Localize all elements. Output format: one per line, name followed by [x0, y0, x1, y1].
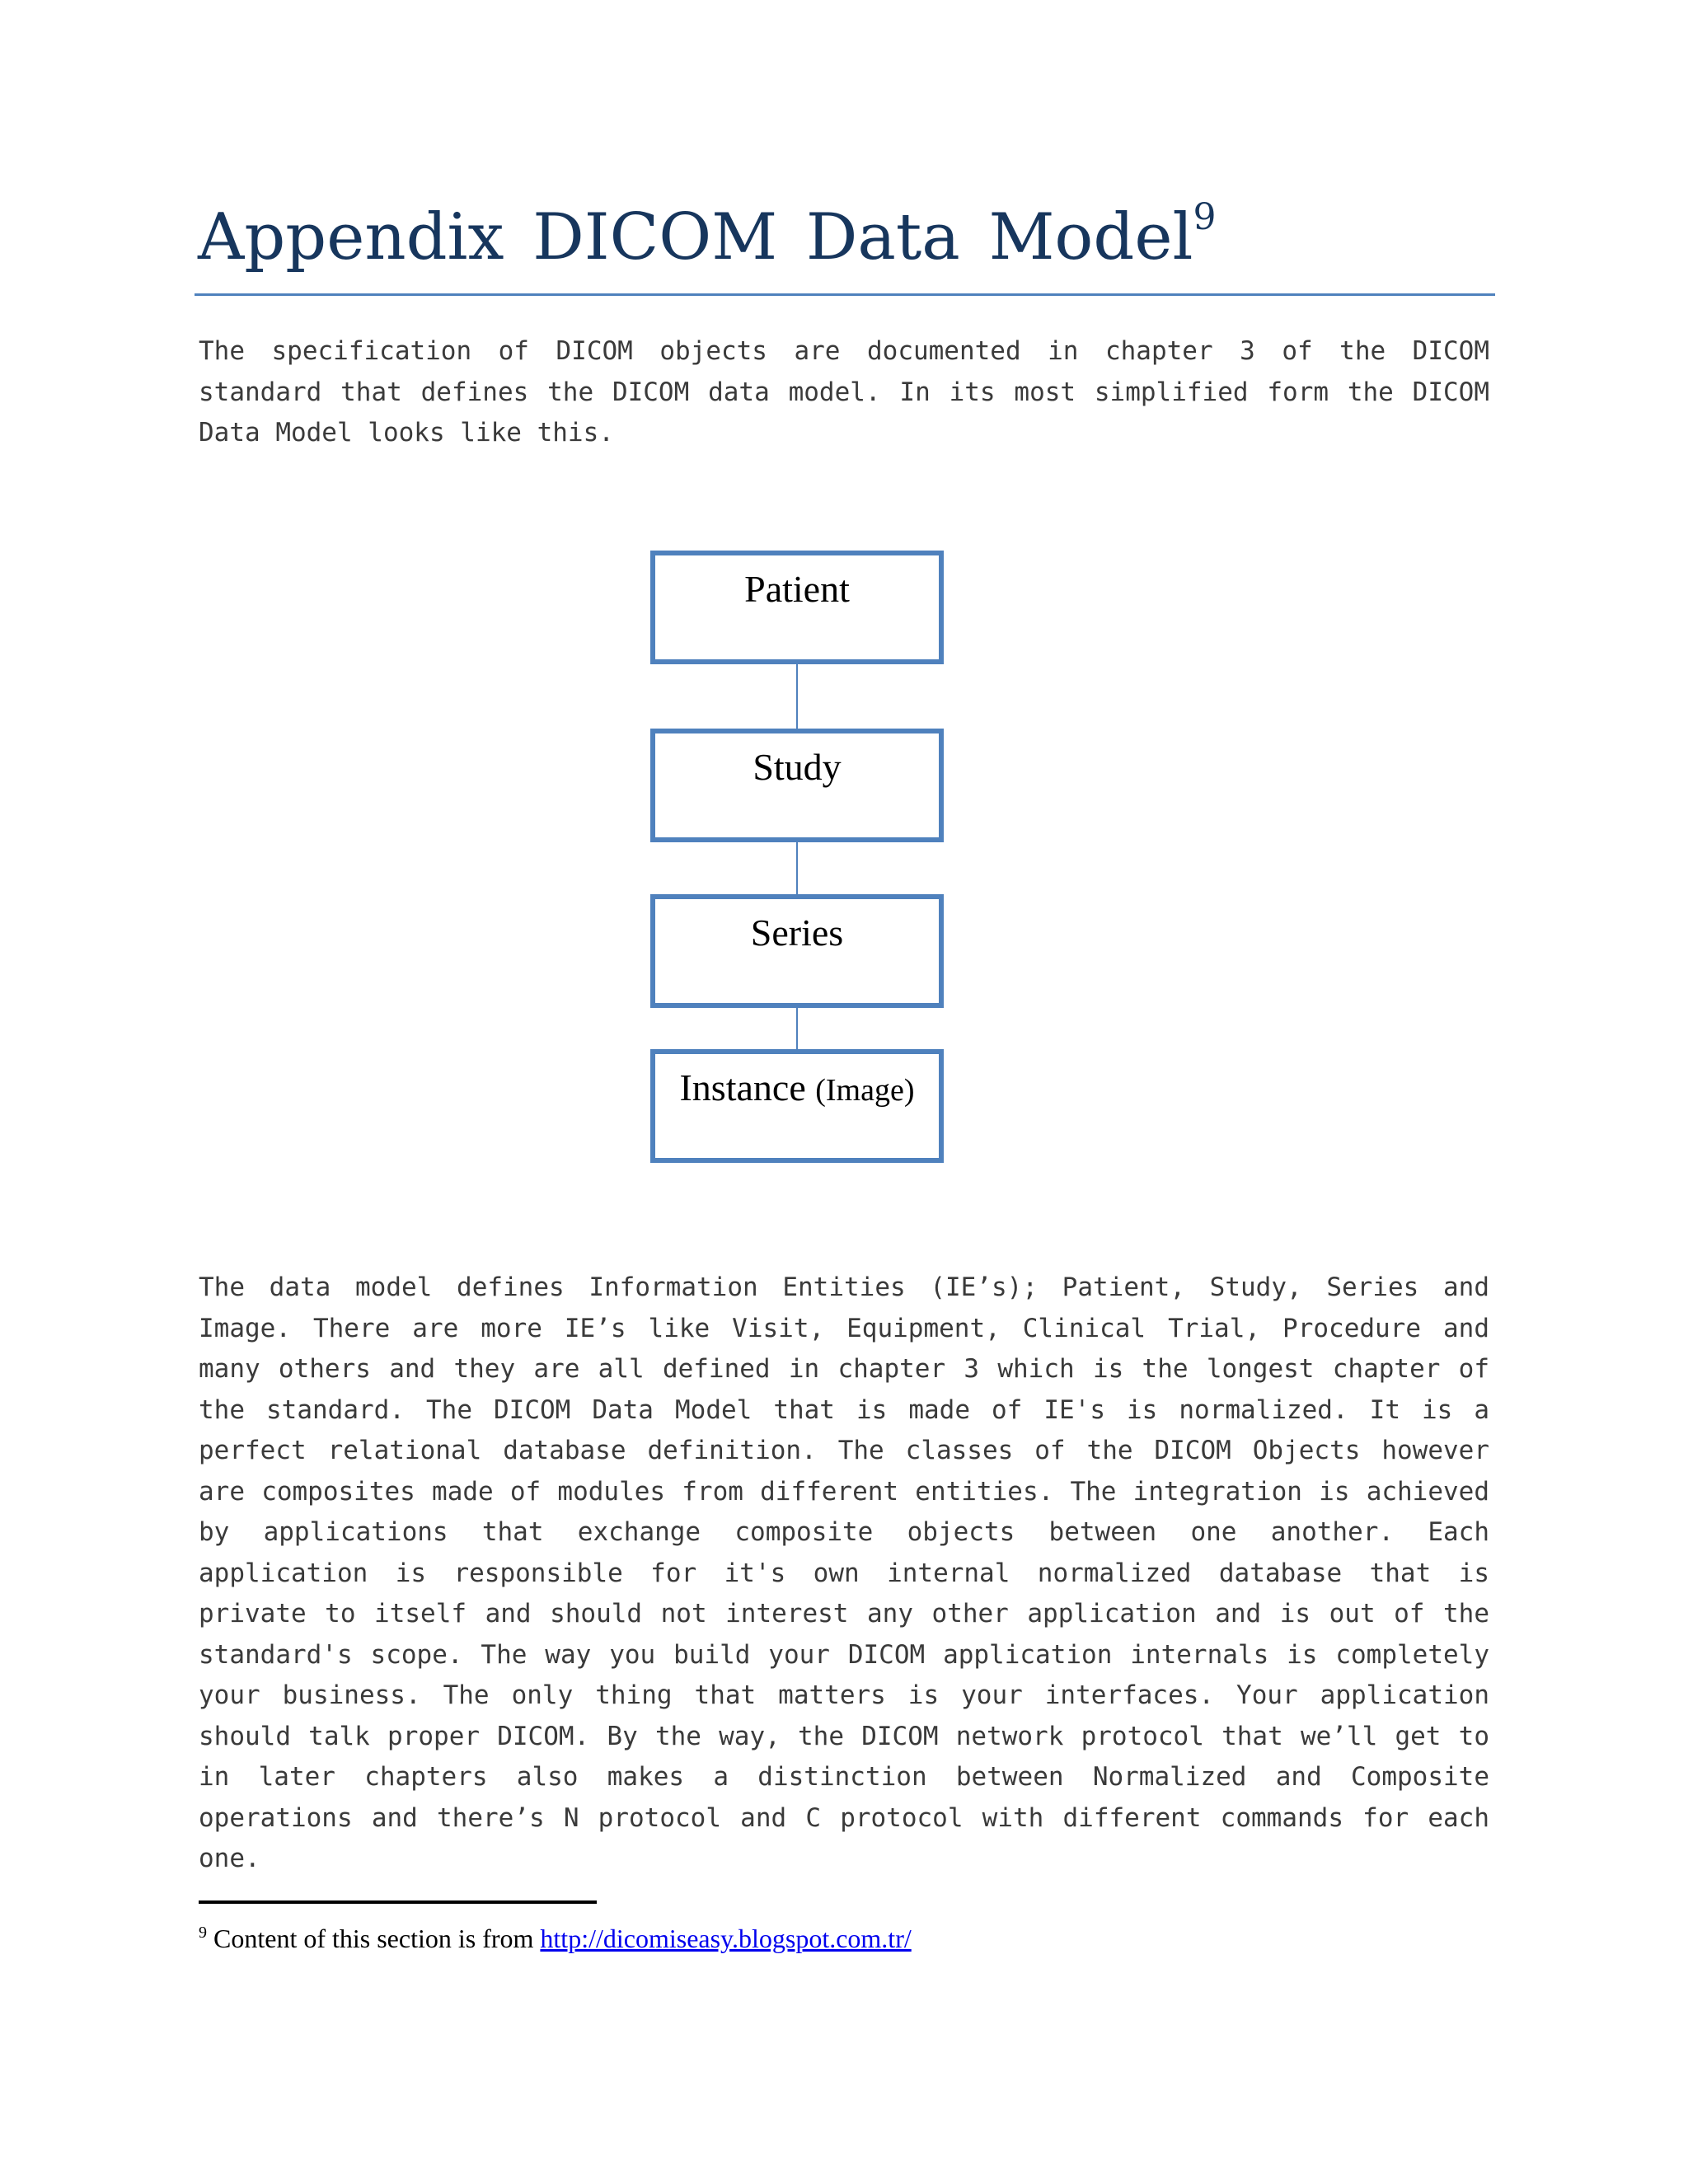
page-title-text: Appendix DICOM Data Model [198, 200, 1193, 274]
title-footnote-ref[interactable]: 9 [1193, 196, 1217, 238]
page-title [198, 196, 1216, 279]
study-box [650, 729, 944, 842]
footnote-text: Content of this section is from [213, 1924, 534, 1953]
footnote-number: 9 [199, 1924, 207, 1942]
connector-series-instance [796, 1008, 798, 1049]
heading-underline [195, 293, 1495, 296]
connector-study-series [796, 842, 798, 894]
series-label: Series [750, 912, 844, 954]
series-box [650, 894, 944, 1008]
connector-patient-study [796, 664, 798, 729]
intro-paragraph: The specification of DICOM objects are documented in chapter 3 of the DICOM standard that defines the DICOM data model. In its most simplified form the DICOM Data Model looks like this. [199, 336, 1489, 448]
footnote-separator [199, 1900, 597, 1904]
body-paragraph: The data model defines Information Entities (IE’s); Patient, Study, Series and Image. There are more IE’s like Visit, Equipment, Clinical Trial, Procedure and many others and they are all defined in chapter 3 which is the longest chapter of the standard. The DICOM Data Model that is made of IE's is normalized. It is a perfect relational database definition. The classes of the DICOM Objects however are composites made of modules from different entities. The integration is achieved by applications that exchange composite objects between one another. Each application is responsible for it's own internal normalized database that is private to itself and should not interest any other application and is out of the standard's scope. The way you build your DICOM application internals is completely your business. The only thing that matters is your interfaces. Your application should talk proper DICOM. By the way, the DICOM network protocol that we’ll get to in later chapters also makes a distinction between Normalized and Composite operations and there’s N protocol and C protocol with different commands for each one. [199, 1272, 1489, 1873]
instance-label-wrap [655, 1066, 939, 1113]
instance-note: (Image) [815, 1073, 915, 1108]
instance-label: Instance [679, 1066, 806, 1108]
study-label: Study [753, 746, 842, 788]
instance-box [650, 1049, 944, 1163]
footnote [199, 1920, 912, 1957]
patient-label: Patient [744, 568, 850, 610]
footnote-link[interactable]: http://dicomiseasy.blogspot.com.tr/ [540, 1924, 912, 1953]
patient-box [650, 551, 944, 664]
